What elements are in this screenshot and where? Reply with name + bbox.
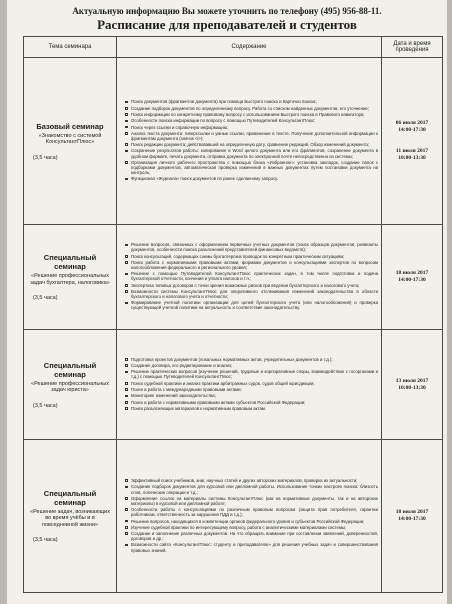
list-item: Поиск судебной практики и анализ практики арбитражных судов, судов общей юрисдикции;: [131, 381, 378, 386]
session-date: 18 июля 2017: [395, 509, 429, 515]
seminar-content-cell: [117, 58, 382, 225]
list-item: Возможности системы КонсультантПлюс для оперативного отслеживания изменений законодательства в области бухгалтерского и налогового учета и отчетности;: [131, 288, 378, 300]
session-time: 14:00-17:30: [398, 516, 426, 522]
list-item: Изучение судебной практики по интересующему вопросу, работа с аналитическими материалами системы;: [131, 525, 378, 530]
list-item: Поиск документов (фрагментов документа) при помощи Быстрого поиска и Карточки поиска;: [131, 99, 378, 104]
seminar-date-cell: [382, 225, 443, 330]
content-list: [123, 242, 378, 310]
session-time: 14:00-17:30: [398, 277, 426, 283]
list-item: Создание подборок документов для курсовой или дипломной работы. Использование тонких настроек поиска: близость слов, логические операции и т.д.;: [131, 484, 378, 495]
table-row: [24, 330, 443, 440]
seminar-theme-cell: [24, 440, 117, 593]
content-list: [123, 99, 378, 181]
list-item: Формирование учетной политики организации для целей бухгалтерского учета (или налогообложения) и проверка существующей учетной политики на актуальность и соответствие законодательству.: [131, 300, 378, 311]
table-row: [24, 225, 443, 330]
schedule-table: [23, 36, 443, 593]
session-time: 10:00-13:30: [398, 384, 426, 391]
column-header-theme: Тема семинара: [24, 37, 117, 58]
phone-notice: Актуальную информацию Вы можете уточнить по телефону (495) 956-88-11.: [72, 6, 382, 16]
table-row: [24, 58, 443, 225]
list-item: Оформление ссылок на материалы системы КонсультантПлюс (как на нормативные документы, так и на авторские материалы) в курсовой или дипломной работе;: [131, 495, 378, 506]
seminar-theme-cell: [24, 225, 117, 330]
list-item: Решение практических вопросов (изучение решений, трудовые и корпоративные споры, взаимодействие с госорганами и т.д.) с помощью Путеводителей КонсультантПлюс;: [131, 369, 378, 380]
list-item: Поиск и работа с международными правовыми актами;: [131, 387, 378, 392]
seminar-date-cell: [382, 440, 443, 593]
seminar-content-cell: [117, 440, 382, 593]
list-item: Эффективный поиск учебников, книг, научных статей и других авторских материалов, проверка их актуальности;: [131, 478, 378, 483]
seminar-subtitle: «Знакомство с системой КонсультантПлюс»: [38, 132, 102, 145]
session-date: 11 июля 2017: [395, 148, 429, 154]
session-date: 13 июля 2017: [395, 377, 429, 384]
list-item: Подготовка проектов документов (локальных нормативных актов, учредительных документов и т.д.);: [131, 357, 378, 362]
seminar-title: Базовый семинар: [36, 121, 104, 131]
list-item: Организация личного рабочего пространства с помощью блока «Избранное»: установка закладок, создание папок с подборками документов, автоматическая проверка изменений в важных документах путем постановки документа на контроль;: [131, 159, 378, 176]
seminar-subtitle: «Решение профессиональных задач бухгалтера, налоговика»: [30, 273, 110, 286]
list-item: Поиск информации по конкретному правовому вопросу с использованием Быстрого поиска и Правового навигатора;: [131, 112, 378, 117]
list-item: Решение вопросов, связанных с оформлением первичных учетных документов (поиск образцов документов, реквизиты документов, особенности поиска разъяснений представителей финансовых ведомств);: [131, 242, 378, 253]
page-title: Расписание для преподавателей и студентов: [97, 17, 357, 32]
list-item: Поиск разъясняющих материалов к нормативным правовым актам.: [131, 406, 378, 411]
seminar-content-cell: [117, 330, 382, 440]
seminar-theme-cell: [24, 58, 117, 225]
seminar-theme-cell: [24, 330, 117, 440]
seminar-date-cell: [382, 330, 443, 440]
list-item: Функционал «Журнала» поиск документов по ранее сделанному запросу.: [131, 176, 378, 181]
list-item: Поиск консультаций, содержащих схемы бухгалтерских проводок по конкретным практическим ситуациям;: [131, 254, 378, 259]
list-item: Сохранение результатов работы: копирование в Word целого документа или его фрагментов, сохранение документа в удобном формате, печать документа, отправка документа по электронной почте непосредственно из системы;: [131, 148, 378, 159]
list-item: Поиск и работа с нормативными правовыми актами субъектов Российской Федерации;: [131, 400, 378, 405]
schedule-page: [7, 0, 447, 604]
list-item: Решение вопросов, находящихся в компетенции органов федерального уровня и субъектов Российской Федерации;: [131, 519, 378, 524]
content-list: [123, 478, 378, 553]
seminar-duration: (3,5 часа): [33, 402, 58, 409]
list-item: Экспертиза типовых договоров с точки зрения возможных рисков при ведении бухгалтерского и налогового учета;: [131, 283, 378, 288]
list-item: Особенности поиска информации по вопросу с помощью Путеводителей КонсультантПлюс;: [131, 118, 378, 123]
list-item: Мониторинг изменений законодательства;: [131, 393, 378, 398]
table-row: [24, 440, 443, 593]
session-time: 10:00-13:30: [398, 155, 426, 161]
list-item: Решение с помощью Путеводителей КонсультантПлюс практических задач, в том числе подготовка и подача бухгалтерской отчетности, кончения и уплата налогов и т.п.;: [131, 271, 378, 282]
list-item: Поиск редакции документа; действовавшей на определенную дату, сравнение редакций. Обзор изменений документа;: [131, 142, 378, 147]
list-item: Создание и заполнение различных документов. На что обращать внимание при составлении заявлений, доверенностей, договоров и др.;: [131, 531, 378, 542]
list-item: Поиск через ссылки и справочную информацию;: [131, 125, 378, 130]
list-item: Создание подборок документов по определенному вопросу. Работа со списком найденных документов, его уточнение;: [131, 106, 378, 111]
seminar-duration: (3,5 часа): [33, 537, 58, 544]
list-item: Возможности сайта «КонсультантПлюс: студенту и преподавателю» для решения учебных задач и совершенствования правовых знаний.: [131, 542, 378, 553]
seminar-title: Специальный семинар: [43, 488, 97, 507]
seminar-subtitle: «Решение профессиональных задач юриста»: [31, 380, 109, 393]
seminar-title: Специальный семинар: [43, 360, 97, 379]
session-date: 18 июля 2017: [395, 270, 429, 276]
seminar-content-cell: [117, 225, 382, 330]
session-time: 14:00-17:30: [398, 127, 426, 133]
list-item: Анализ текста документа: гиперссылки и умные ссылки, применение в тексте. Получение дополнительной информации к фрагментам документа (значок <i>);: [131, 130, 378, 141]
list-item: Создание договора, его редактирование и анализ;: [131, 363, 378, 368]
seminar-duration: (3,5 часа): [33, 295, 58, 301]
seminar-subtitle: «Решение задач, возникающих во время учёбы и в повседневной жизни»: [30, 508, 110, 528]
seminar-date-cell: [382, 58, 443, 225]
column-header-content: Содержание: [117, 37, 382, 58]
table-header-row: [24, 37, 443, 58]
list-item: Поиск работа с нормативными правовыми актами, формами документов и консультациями экспертов по вопросам налогообложения федерального и регионального уровня;: [131, 259, 378, 271]
seminar-duration: (3,5 часа): [33, 154, 58, 161]
column-header-date: Дата и время проведения: [382, 37, 443, 58]
content-list: [123, 357, 378, 411]
session-date: 06 июля 2017: [395, 120, 429, 126]
seminar-title: Специальный семинар: [43, 253, 97, 271]
list-item: Особенности работы с консультациями по различным правовым вопросам (защита прав потребителя, гарантии работникам, ответственность за нарушения ПДД и т.д.);: [131, 507, 378, 518]
